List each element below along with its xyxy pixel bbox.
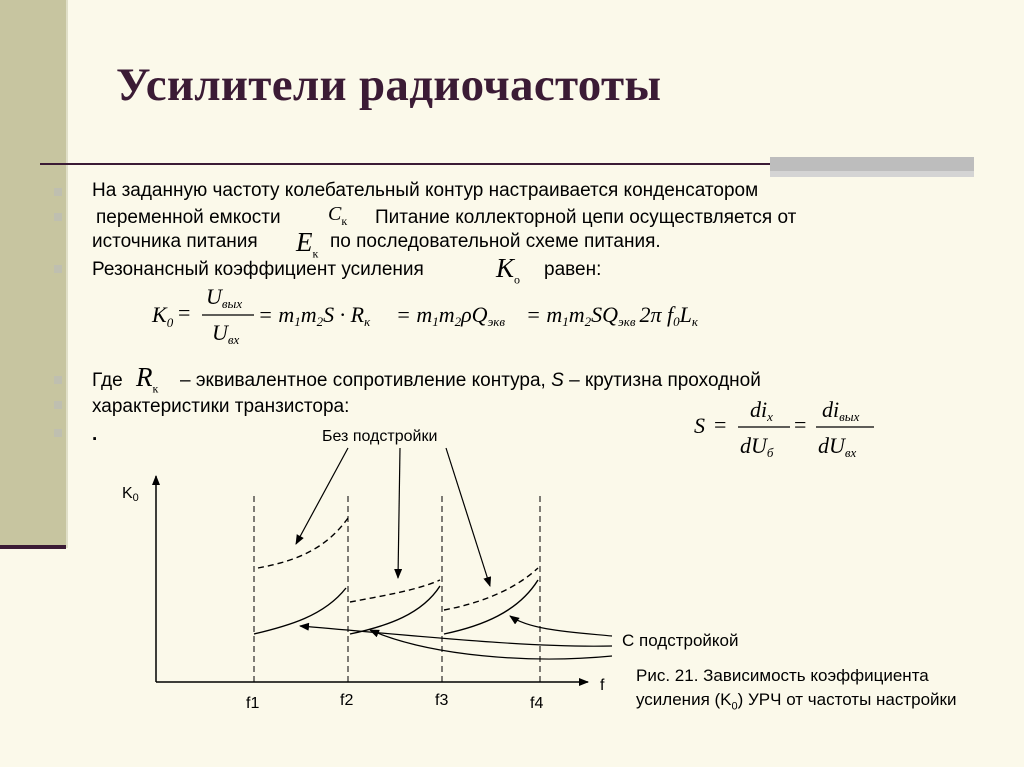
formula-k0-term2: = m1m2ρQэкв [396, 302, 506, 329]
title-rule-accent-shadow [770, 171, 974, 177]
formula-k0 [150, 282, 770, 350]
svg-text:=: = [714, 412, 727, 437]
tick-label: f4 [530, 695, 544, 712]
symbol-ek: $E_к$ [296, 227, 319, 261]
bullet-marker [54, 376, 62, 384]
formula-s-num1: dix [750, 397, 773, 424]
arrow-without-tuning [296, 448, 348, 544]
arrow-without-tuning [398, 448, 400, 578]
caption-line: Рис. 21. Зависимость коэффициента [636, 666, 929, 685]
tuning-figure [110, 420, 650, 720]
bullet-marker [54, 188, 62, 196]
body-line: Где [92, 370, 123, 391]
formula-s-den2: dUвх [818, 433, 857, 460]
body-line: Питание коллекторной цепи осуществляется от [375, 207, 797, 228]
symbol-rk: $R_к$ [136, 362, 159, 396]
formula-k0-term3: = m1m2SQэкв 2π f0Lк [526, 302, 698, 329]
left-accent-bar [0, 0, 68, 548]
body-line: источника питания [92, 231, 258, 252]
formula-k0-denominator: Uвх [212, 320, 240, 347]
title-rule-accent [770, 157, 974, 171]
svg-text:=: = [178, 300, 191, 325]
x-axis-label: f [600, 677, 605, 694]
bullet-marker [54, 265, 62, 273]
symbol-ck: $C_к$ [328, 203, 348, 228]
formula-s-lhs: S [694, 413, 705, 438]
y-axis-label: K0 [122, 485, 139, 504]
body-line: . [92, 424, 98, 445]
body-line: Резонансный коэффициент усиления [92, 259, 424, 280]
body-line: – эквивалентное сопротивление контура, S – крутизна проходной [180, 370, 761, 391]
figure-caption [636, 664, 956, 718]
title-rule [40, 163, 770, 165]
label-with-tuning-text: С подстройкой [622, 631, 739, 650]
formula-k0-numerator: Uвых [206, 284, 243, 311]
body-line: по последовательной схеме питания. [330, 231, 661, 252]
svg-text:=: = [794, 412, 807, 437]
curve-no-tuning [258, 518, 348, 568]
tick-label: f3 [435, 692, 449, 709]
bullet-marker [54, 429, 62, 437]
left-accent-bar-end [0, 545, 66, 549]
formula-k0-term1: = m1m2S · Rк [258, 302, 371, 329]
formula-s-den1: dUб [740, 433, 774, 460]
formula-k0-lhs: $K_0$ [152, 302, 174, 330]
arrow-with-tuning [370, 630, 612, 659]
symbol-ko: $K_o$ [496, 253, 521, 287]
formula-s [690, 393, 880, 465]
arrow-without-tuning [446, 448, 490, 586]
slide-title: Усилители радиочастоты [116, 59, 662, 111]
label-without-tuning: Без подстройки [322, 428, 438, 445]
bullet-marker [54, 401, 62, 409]
caption-line: усиления $(K_0)$ УРЧ от частоты настройки [636, 690, 957, 713]
formula-s-num2: diвых [822, 397, 860, 424]
body-line: равен: [544, 259, 602, 280]
tick-label: f1 [246, 695, 260, 712]
body-line: характеристики транзистора: [92, 396, 350, 417]
curve-with-tuning [254, 588, 346, 634]
arrow-with-tuning [300, 626, 612, 646]
body-line: На заданную частоту колебательный контур настраивается конденсатором [92, 180, 759, 201]
tick-label: f2 [340, 692, 354, 709]
curve-no-tuning [444, 568, 538, 610]
curve-no-tuning [350, 580, 440, 602]
arrow-with-tuning [510, 616, 612, 636]
bullet-marker [54, 213, 62, 221]
body-line: переменной емкости [96, 207, 281, 228]
